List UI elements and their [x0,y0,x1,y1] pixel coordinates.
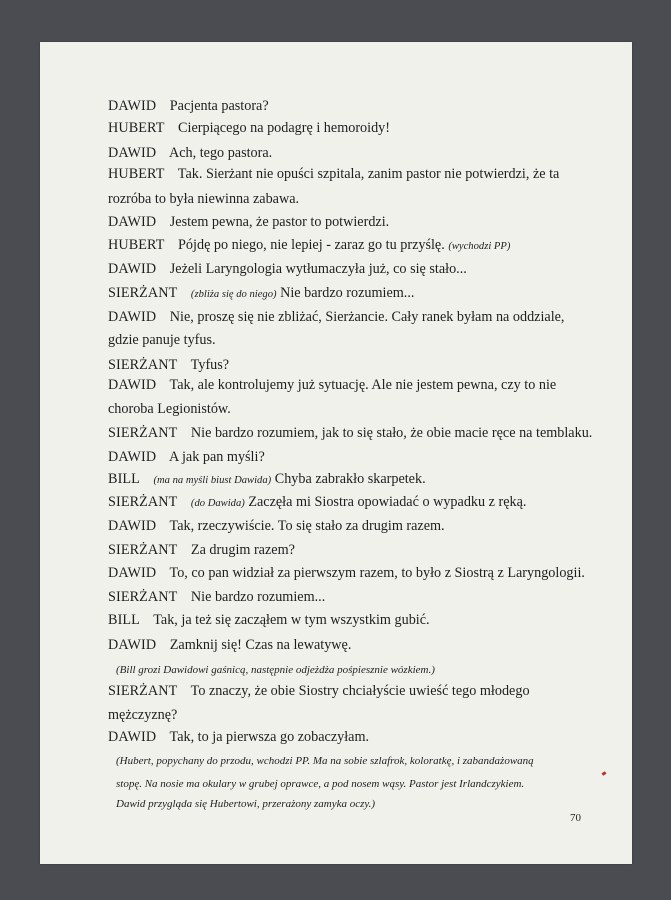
dialogue-text: Zaczęła mi Siostra opowiadać o wypadku z ręką. [248,494,527,510]
speaker-name: DAWID [108,377,157,393]
script-line [116,775,524,792]
dialogue-text: Nie bardzo rozumiem, jak to się stało, że obie macie ręce na temblaku. [190,425,593,441]
dialogue-text: Zamknij się! Czas na lewatywę. [169,637,352,653]
speaker-name: DAWID [108,309,157,325]
speaker-name: SIERŻANT [108,494,178,510]
dialogue-text: Tak, ale kontrolujemy już sytuację. Ale nie jestem pewna, czy to nie [169,377,557,393]
stage-direction: stopę. Na nosie ma okulary w grubej oprawce, a pod nosem wąsy. Pastor jest Irlandczykiem. [116,778,525,790]
dialogue-text: Tyfus? [190,357,230,373]
script-line [108,237,510,255]
stage-direction: (Bill grozi Dawidowi gaśnicą, następnie odjeżdża pośpiesznie wózkiem.) [116,664,435,676]
document-page [40,42,632,864]
script-line [108,518,445,534]
dialogue-text: Pacjenta pastora? [169,98,269,114]
script-line [108,494,526,512]
speaker-name: SIERŻANT [108,683,178,699]
script-line [108,285,414,303]
dialogue-text: Cierpiącego na podagrę i hemoroidy! [178,120,390,136]
script-line [108,309,564,325]
dialogue-text: To, co pan widział za pierwszym razem, to było z Siostrą z Laryngologii. [169,565,585,581]
speaker-name: DAWID [108,637,157,653]
dialogue-text: Nie bardzo rozumiem... [280,285,415,301]
speaker-name: DAWID [108,449,157,465]
speaker-name: DAWID [108,214,157,230]
dialogue-text: Nie, proszę się nie zbliżać, Sierżancie. Cały ranek byłam na oddziale, [169,309,565,325]
dialogue-text: Jestem pewna, że pastor to potwierdzi. [169,214,390,230]
dialogue-text: Tak, rzeczywiście. To się stało za drugim razem. [169,518,445,534]
dialogue-text: A jak pan myśli? [168,449,265,465]
dialogue-text: Pójdę po niego, nie lepiej - zaraz go tu przyślę. [178,237,445,253]
script-line [108,425,592,441]
script-line [108,707,177,723]
speaker-name: DAWID [108,565,157,581]
script-line [108,449,265,465]
dialogue-text: choroba Legionistów. [108,401,231,417]
dialogue-text: Tak, ja też się zacząłem w tym wszystkim gubić. [153,612,430,628]
script-line [108,565,585,581]
stage-direction: (do Dawida) [190,498,245,509]
red-mark [602,771,607,776]
script-line [108,191,299,207]
speaker-name: DAWID [108,145,157,161]
speaker-name: DAWID [108,729,157,745]
page-number: 70 [570,812,581,824]
script-line [116,752,534,769]
stage-direction: (Hubert, popychany do przodu, wchodzi PP. Ma na sobie szlafrok, koloratkę, i zabandażowaną [116,755,534,767]
script-line [108,729,369,745]
speaker-name: HUBERT [108,237,165,253]
dialogue-text: Tak, to ja pierwsza go zobaczyłam. [169,729,370,745]
dialogue-text: Tak. Sierżant nie opuści szpitala, zanim pastor nie potwierdzi, że ta [177,166,560,182]
script-line [108,377,556,393]
dialogue-text: Ach, tego pastora. [168,145,273,161]
speaker-name: HUBERT [108,120,165,136]
script-line [108,612,430,628]
dialogue-text: Za drugim razem? [190,542,295,558]
stage-direction: (ma na myśli biust Dawida) [153,475,272,486]
script-line [116,795,375,812]
dialogue-text: Chyba zabrakło skarpetek. [274,471,426,487]
script-line [108,542,295,558]
speaker-name: BILL [108,612,140,628]
stage-direction: Dawid przygląda się Hubertowi, przerażony zamyka oczy.) [116,798,376,810]
dialogue-text: gdzie panuje tyfus. [108,332,216,348]
speaker-name: SIERŻANT [108,589,178,605]
script-line [108,166,559,182]
stage-direction: (zbliża się do niego) [190,289,277,300]
dialogue-text: mężczyznę? [108,707,178,723]
speaker-name: HUBERT [108,166,165,182]
speaker-name: SIERŻANT [108,285,178,301]
stage-direction: (wychodzi PP) [448,241,511,252]
script-line [108,214,389,230]
speaker-name: SIERŻANT [108,425,178,441]
speaker-name: SIERŻANT [108,357,178,373]
script-line [108,401,231,417]
speaker-name: DAWID [108,98,157,114]
script-line [108,261,467,277]
script-line [108,332,216,348]
script-line [108,637,351,653]
script-line [108,471,426,489]
script-line [108,683,530,699]
speaker-name: DAWID [108,261,157,277]
script-line [108,120,390,136]
script-line [108,357,229,373]
speaker-name: DAWID [108,518,157,534]
dialogue-text: Nie bardzo rozumiem... [190,589,326,605]
script-line [108,145,272,161]
script-line [108,98,269,114]
speaker-name: SIERŻANT [108,542,178,558]
dialogue-text: Jeżeli Laryngologia wytłumaczyła już, co się stało... [169,261,467,277]
dialogue-text: To znaczy, że obie Siostry chciałyście uwieść tego młodego [190,683,530,699]
script-line [108,589,325,605]
speaker-name: BILL [108,471,140,487]
dialogue-text: rozróba to była niewinna zabawa. [108,191,300,207]
script-line [116,661,435,678]
